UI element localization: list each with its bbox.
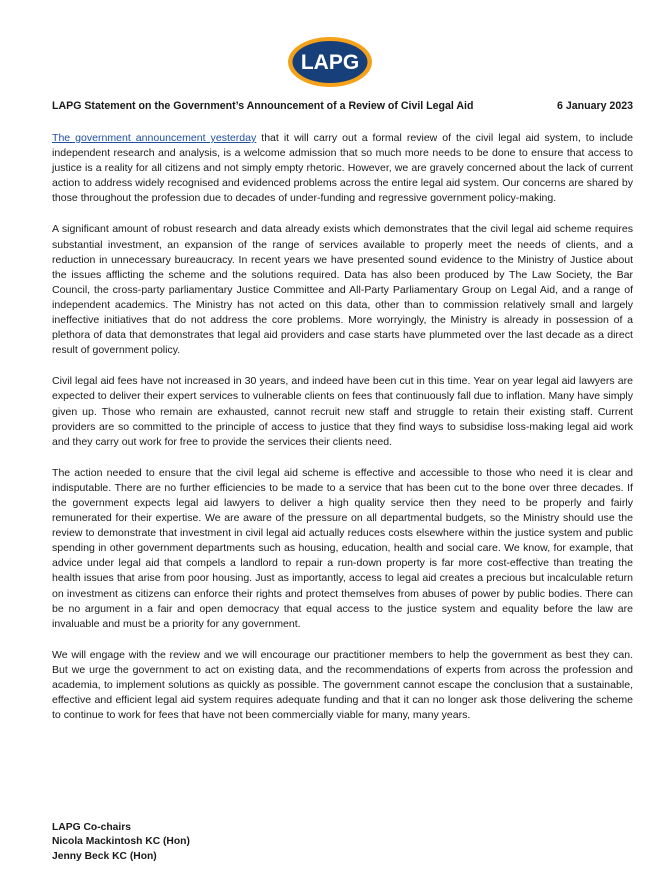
signatory-2: Jenny Beck KC (Hon) bbox=[52, 850, 157, 862]
statement-header bbox=[52, 100, 633, 116]
paragraph-5: We will engage with the review and we will encourage our practitioner members to help the government as best they can. But we urge the government to act on existing data, and the recommendations of experts from across the profession and academia, to implement solutions as quickly as possible. The government cannot escape the conclusion that a sustainable, effective and efficient legal aid system requires adequate funding and that it can no longer ask those delivering the scheme to continue to work for fees that have not been commercially viable for many, many years. bbox=[52, 648, 633, 722]
paragraph-1 bbox=[52, 131, 633, 206]
statement-date: 6 January 2023 bbox=[557, 100, 633, 112]
lapg-logo bbox=[287, 36, 373, 88]
statement-body bbox=[52, 131, 633, 739]
paragraph-2: A significant amount of robust research and data already exists which demonstrates that the civil legal aid scheme requires substantial investment, an expansion of the range of services available to properly meet the needs of clients, and a reduction in unnecessary bureaucracy. In recent years we have presented sound evidence to the Ministry of Justice about the issues afflicting the scheme and the solutions required. Data has also been produced by The Law Society, the Bar Council, the cross-party parliamentary Justice Committee and All-Party Parliamentary Group on Legal Aid, and a range of independent academics. The Ministry has not acted on this data, other than to commission relatively small and largely ineffective initiatives that do not address the core problems. More worryingly, the Ministry is already in possession of a plethora of data that demonstrates that legal aid providers and case starts have plummeted over the last decade as a direct result of government policy. bbox=[52, 223, 633, 357]
signatory-1: Nicola Mackintosh KC (Hon) bbox=[52, 836, 190, 848]
paragraph-1-text: that it will carry out a formal review of the civil legal aid system, to include independent research and analysis, is a welcome admission that so much more needs to be done to ensure that access to justice is a reality for all citizens and not simply empty rhetoric. However, we are gravely concerned about the lack of current action to address widely recognised and evidenced problems across the entire legal aid system. Our concerns are shared by those throughout the profession due to decades of under-funding and regressive government policy-making. bbox=[52, 132, 633, 205]
page-title: LAPG Statement on the Government’s Announcement of a Review of Civil Legal Aid bbox=[52, 100, 474, 112]
signoff-heading: LAPG Co-chairs bbox=[52, 822, 131, 833]
paragraph-4: The action needed to ensure that the civil legal aid scheme is effective and accessible to those who need it is clear and indisputable. There are no further efficiencies to be made to a service that has been cut to the bone over three decades. If the government expects legal aid lawyers to deliver a high quality service then they need to be properly and fairly remunerated for their expertise. We are aware of the pressure on all departmental budgets, so the Ministry should use the review to demonstrate that investment in civil legal aid actually reduces costs elsewhere within the justice system and public spending in other government departments such as housing, education, health and social care. We know, for example, that advice under legal aid that compels a landlord to repair a run-down property is far more cost-effective than treating the health issues that arise from poor housing. Just as importantly, access to legal aid creates a precious but incalculable return on investment as citizens can enforce their rights and protect themselves from abuses of power by public bodies. There can be no argument in a fair and open democracy that equal access to the justice system and equality before the law are invaluable and must be a priority for any government. bbox=[52, 466, 633, 630]
lapg-logo-graphic bbox=[287, 36, 373, 88]
signoff-block bbox=[52, 821, 190, 864]
announcement-link[interactable]: The government announcement yesterday bbox=[52, 132, 257, 144]
paragraph-3: Civil legal aid fees have not increased in 30 years, and indeed have been cut in this time. Year on year legal aid lawyers are expected to deliver their expert services to vulnerable clients on fees that continuously fall due to inflation. Many have simply given up. Those who remain are exhausted, cannot recruit new staff and struggle to retain their existing staff. Current providers are so committed to the principle of access to justice that they find ways to subsidise loss-making legal aid work and they carry out work for free to provide the services their clients need. bbox=[52, 375, 633, 448]
logo-text: LAPG bbox=[300, 51, 360, 74]
